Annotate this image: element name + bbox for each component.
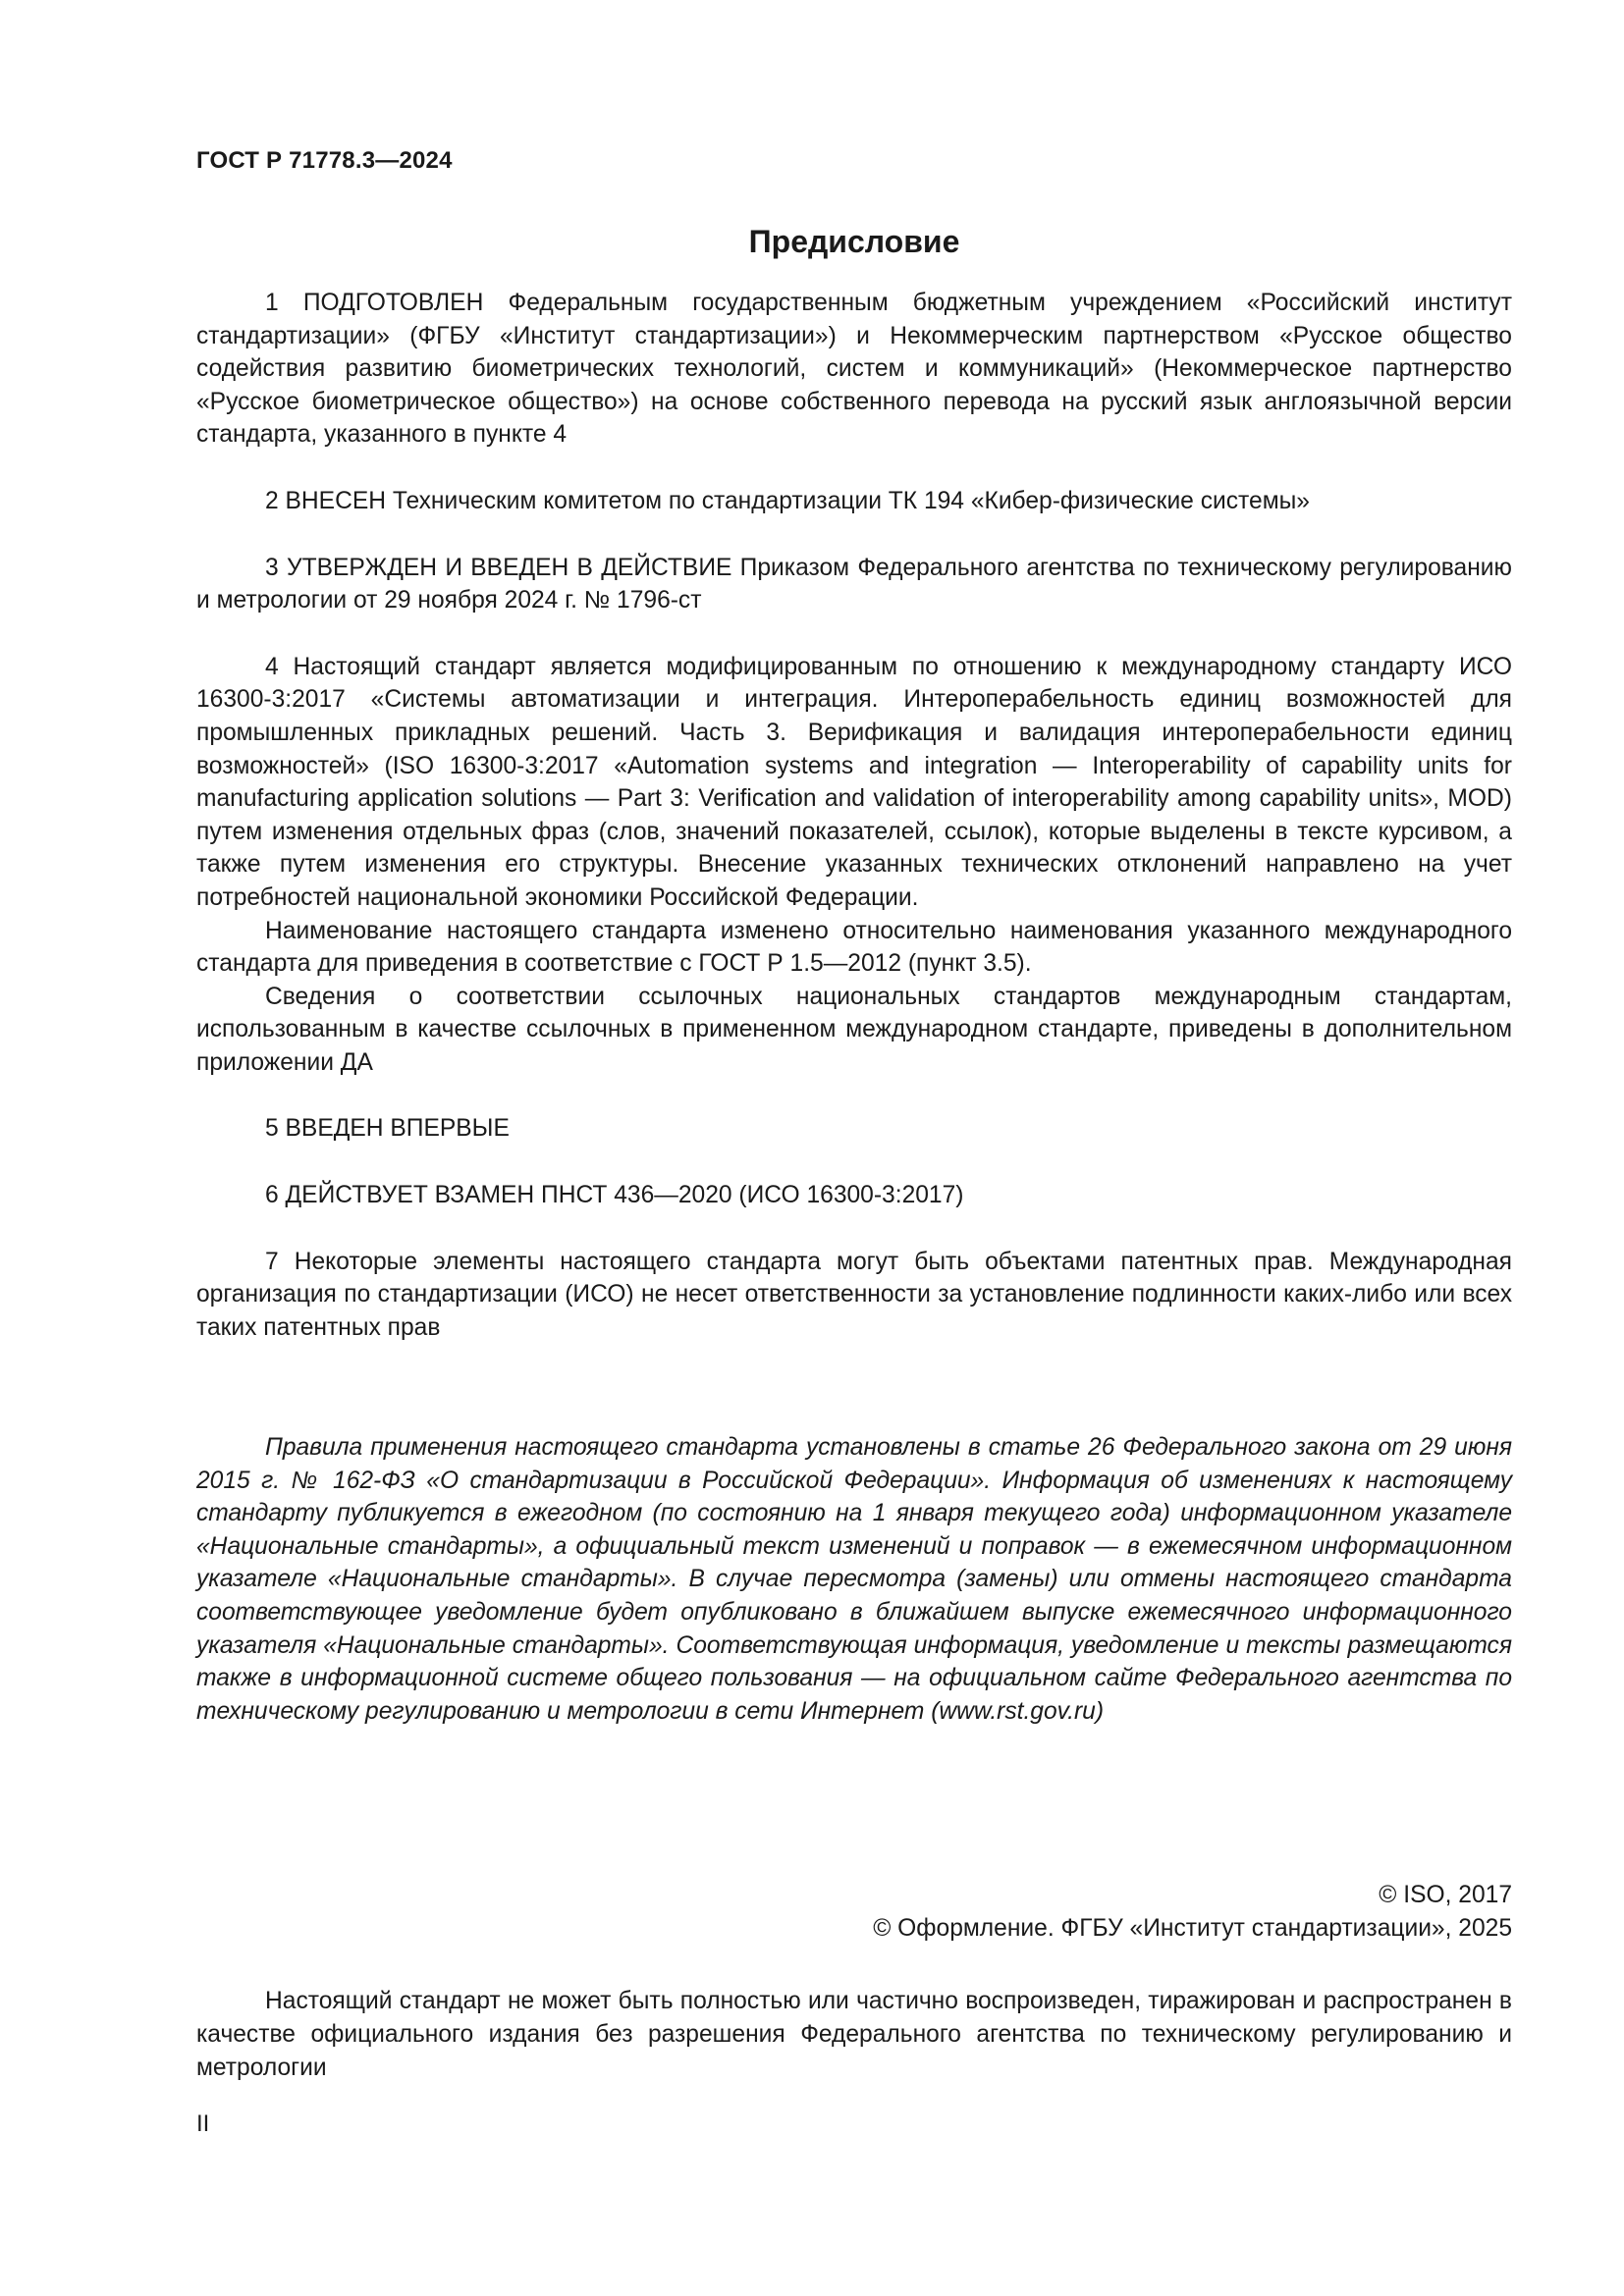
paragraph-replaces: 6 ДЕЙСТВУЕТ ВЗАМЕН ПНСТ 436—2020 (ИСО 16300-3:2017) xyxy=(265,1182,964,1209)
italic-notice-text: Правила применения настоящего стандарта установлены в статье 26 Федерального закона от 29 июня 2015 г. № 162-ФЗ «О стандартизации в Российской Федерации». Информация об изменениях к настоящему стандарту публикуется в ежегодном (по состоянию на 1 января текущего года) информационном указателе «Национальные стандарты», а официальный текст изменений и поправок — в ежемесячном информационном указателе «Национальные стандарты». В случае пересмотра (замены) или отмены настоящего стандарта соответствующее уведомление будет опубликовано в ближайшем выпуске ежемесячного информационного указателя «Национальные стандарты». Соответствующая информация, уведомление и тексты размещаются также в информационной системе общего пользования — на официальном сайте Федерального агентства по техническому регулированию и метрологии в сети Интернет (www.rst.gov.ru) xyxy=(196,1434,1512,1725)
paragraph-prepared: 1 ПОДГОТОВЛЕН Федеральным государственным бюджетным учреждением «Российский институт стандартизации» (ФГБУ «Институт стандартизации») и Некоммерческим партнерством «Русское общество содействия развитию биометрических технологий, систем и коммуникаций» (Некоммерческое партнерство «Русское биометрическое общество») на основе собственного перевода на русский язык англоязычной версии стандарта, указанного в пункте 4 xyxy=(196,290,1512,449)
foreword-body xyxy=(196,287,1512,1344)
reproduction-notice xyxy=(196,1985,1512,2085)
paragraph-introduced: 2 ВНЕСЕН Техническим комитетом по стандартизации ТК 194 «Кибер-физические системы» xyxy=(265,487,1310,514)
paragraph-name-changed: Наименование настоящего стандарта изменено относительно наименования указанного международного стандарта для приведения в соответствие с ГОСТ Р 1.5—2012 (пункт 3.5). xyxy=(196,917,1512,978)
copyright-design: © Оформление. ФГБУ «Институт стандартизации», 2025 xyxy=(873,1915,1512,1942)
copyright-block xyxy=(873,1879,1512,1946)
reproduction-notice-text: Настоящий стандарт не может быть полностью или частично воспроизведен, тиражирован и распространен в качестве официального издания без разрешения Федерального агентства по техническому регулированию и метрологии xyxy=(196,1988,1512,2081)
page-title: Предисловие xyxy=(748,224,960,259)
paragraph-patent-rights: 7 Некоторые элементы настоящего стандарта могут быть объектами патентных прав. Международная организация по стандартизации (ИСО) не несет ответственности за установление подлинности каких-либо или всех таких патентных прав xyxy=(196,1248,1512,1341)
paragraph-approved: 3 УТВЕРЖДЕН И ВВЕДЕН В ДЕЙСТВИЕ Приказом Федерального агентства по техническому регулированию и метрологии от 29 ноября 2024 г. № 1796-ст xyxy=(196,554,1512,614)
copyright-iso: © ISO, 2017 xyxy=(1379,1882,1512,1908)
application-rules-notice xyxy=(196,1431,1512,1728)
standard-code-header: ГОСТ Р 71778.3—2024 xyxy=(196,147,453,174)
paragraph-first-introduced: 5 ВВЕДЕН ВПЕРВЫЕ xyxy=(265,1115,510,1143)
paragraph-references-info: Сведения о соответствии ссылочных национальных стандартов международным стандартам, использованным в качестве ссылочных в примененном международном стандарте, приведены в дополнительном приложении ДА xyxy=(196,983,1512,1076)
page-number: II xyxy=(196,2110,210,2137)
paragraph-modified: 4 Настоящий стандарт является модифицированным по отношению к международному стандарту ИСО 16300-3:2017 «Системы автоматизации и интеграция. Интероперабельность единиц возможностей для промышленных прикладных решений. Часть 3. Верификация и валидация интероперабельности единиц возможностей» (ISO 16300-3:2017 «Automation systems and integration — Interoperability of capability units for manufacturing application solutions — Part 3: Verification and validation of interoperability among capability units», MOD) путем изменения отдельных фраз (слов, значений показателей, ссылок), которые выделены в тексте курсивом, а также путем изменения его структуры. Внесение указанных технических отклонений направлено на учет потребностей национальной экономики Российской Федерации. xyxy=(196,653,1512,911)
